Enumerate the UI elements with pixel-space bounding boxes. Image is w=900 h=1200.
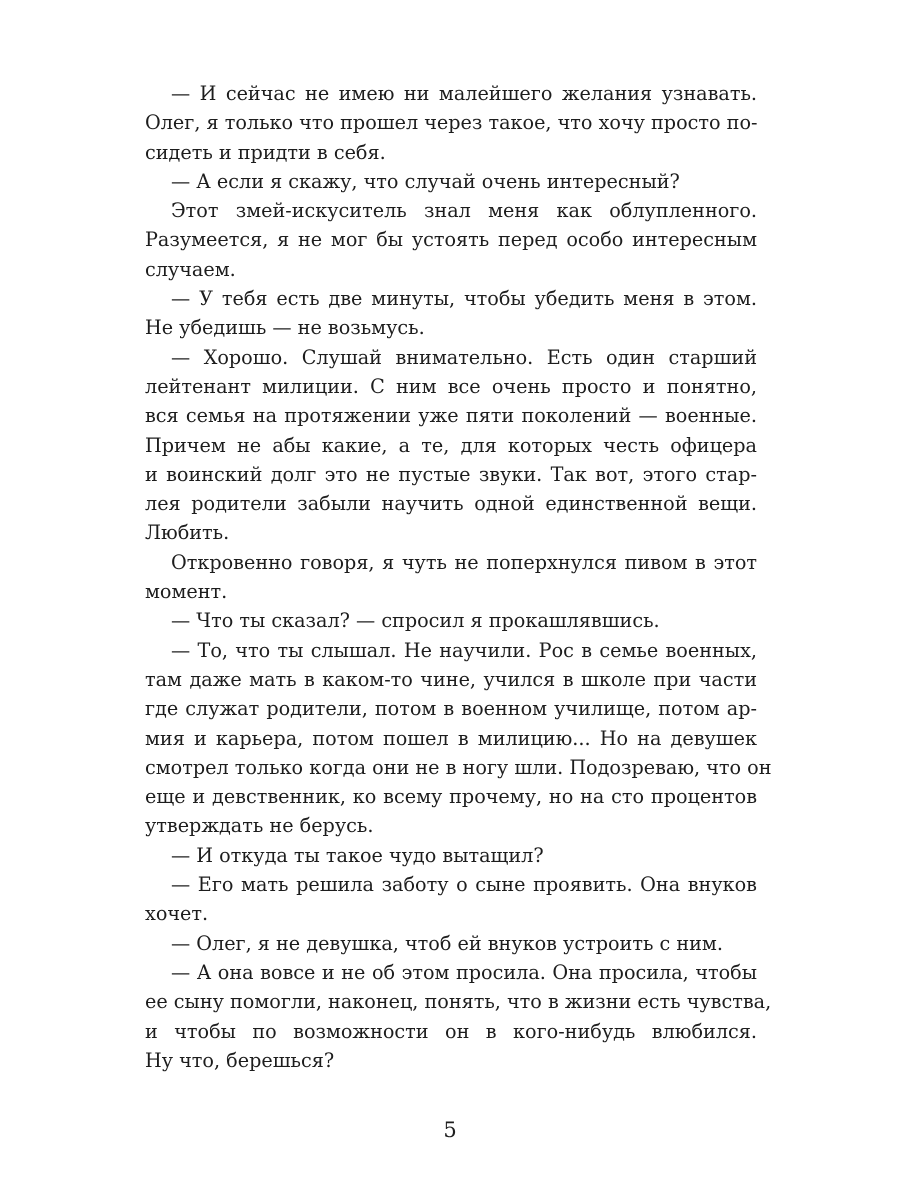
text-line: лея родители забыли научить одной единственной вещи. <box>145 492 757 516</box>
text-line: — А если я скажу, что случай очень интересный? <box>171 169 680 193</box>
page-number: 5 <box>443 1118 457 1142</box>
text-line: — И откуда ты такое чудо вытащил? <box>171 843 544 867</box>
text-line: Этот змей-искуситель знал меня как облупленного. <box>171 199 757 223</box>
text-line: Причем не абы какие, а те, для которых честь офицера <box>145 433 757 457</box>
text-line: там даже мать в каком-то чине, учился в школе при части <box>145 667 757 691</box>
text-line: — То, что ты слышал. Не научили. Рос в семье военных, <box>171 638 757 662</box>
text-line: и чтобы по возможности он в кого-нибудь влюбился. <box>145 1019 757 1043</box>
text-line: смотрел только когда они не в ногу шли. Подозреваю, что он <box>145 755 772 779</box>
text-line: случаем. <box>145 257 236 281</box>
text-line: — Что ты сказал? — спросил я прокашлявшись. <box>171 609 660 633</box>
text-line: хочет. <box>145 902 209 926</box>
text-line: Олег, я только что прошел через такое, что хочу просто по- <box>145 111 758 135</box>
text-line: — Его мать решила заботу о сыне проявить. Она внуков <box>171 873 757 897</box>
text-line: Не убедишь — не возьмусь. <box>145 316 425 340</box>
text-line: вся семья на протяжении уже пяти поколений — военные. <box>145 404 757 428</box>
body-text <box>145 79 772 1075</box>
text-line: Откровенно говоря, я чуть не поперхнулся пивом в этот <box>171 550 757 574</box>
text-line: — И сейчас не имею ни малейшего желания узнавать. <box>171 82 757 105</box>
text-line: — А она вовсе и не об этом просила. Она просила, чтобы <box>171 960 757 984</box>
text-line: где служат родители, потом в военном училище, потом ар- <box>145 697 757 721</box>
text-line: Разумеется, я не мог бы устоять перед особо интересным <box>145 228 757 252</box>
text-line: еще и девственник, ко всему прочему, но на сто процентов <box>145 785 757 809</box>
text-line: Ну что, берешься? <box>145 1048 335 1072</box>
text-line: ее сыну помогли, наконец, понять, что в жизни есть чувства, <box>145 990 772 1014</box>
text-line: — У тебя есть две минуты, чтобы убедить меня в этом. <box>171 287 757 311</box>
text-line: лейтенант милиции. С ним все очень просто и понятно, <box>145 374 757 398</box>
text-line: момент. <box>145 580 228 604</box>
text-line: мия и карьера, потом пошел в милицию... Но на девушек <box>145 726 757 750</box>
text-line: и воинский долг это не пустые звуки. Так вот, этого стар- <box>145 462 757 486</box>
text-line: — Олег, я не девушка, чтоб ей внуков устроить с ним. <box>171 931 723 955</box>
text-line: сидеть и придти в себя. <box>145 140 386 164</box>
text-line: Любить. <box>145 521 230 545</box>
text-line: — Хорошо. Слушай внимательно. Есть один старший <box>171 345 757 369</box>
text-line: утверждать не берусь. <box>145 814 374 838</box>
